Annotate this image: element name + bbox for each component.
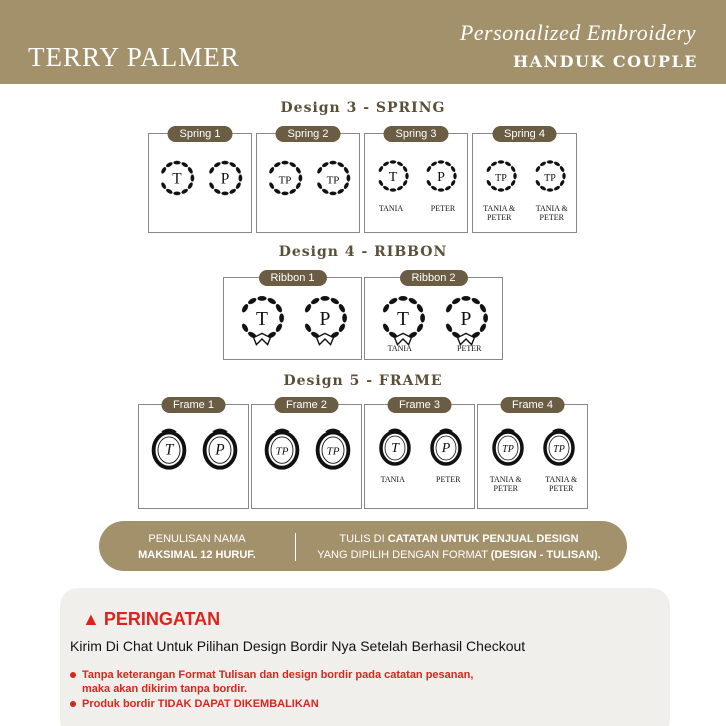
wreath-monogram-icon — [203, 156, 247, 200]
design4-tab-2: Ribbon 2 — [399, 270, 467, 286]
svg-text:T: T — [396, 309, 409, 330]
svg-text:TP: TP — [502, 444, 514, 455]
design3-title: Design 3 - SPRING — [280, 100, 446, 116]
svg-text:TP: TP — [543, 173, 556, 184]
ribbon-monogram-icon — [297, 290, 353, 346]
svg-text:T: T — [255, 309, 268, 330]
design5-card-3 — [364, 399, 475, 509]
svg-text:P: P — [441, 441, 451, 456]
warning-instruction: Kirim Di Chat Untuk Pilihan Design Bordir Nya Setelah Berhasil Checkout — [70, 638, 526, 654]
frame-monogram-icon — [539, 427, 579, 467]
design3-tab-3: Spring 3 — [384, 126, 449, 142]
design3-tab-4: Spring 4 — [492, 126, 557, 142]
monogram-name-caption: TANIA & PETER — [545, 475, 578, 493]
design3-card-2 — [256, 128, 360, 233]
svg-text:T: T — [172, 170, 182, 188]
script-title: Personalized Embroidery — [459, 20, 696, 45]
svg-text:TP: TP — [275, 445, 289, 458]
wreath-monogram-icon — [530, 156, 570, 196]
svg-text:T: T — [391, 441, 399, 456]
design4-title: Design 4 - RIBBON — [278, 244, 448, 260]
monogram-name-caption: TANIA & PETER — [489, 475, 522, 493]
warning-icon: ▲ — [82, 609, 100, 629]
monogram-name-caption: TANIA — [378, 204, 404, 213]
svg-text:T: T — [388, 170, 398, 185]
frame-monogram-icon — [426, 427, 466, 467]
monogram-name-caption: PETER — [436, 475, 461, 484]
design5-card-1 — [138, 399, 249, 509]
wreath-monogram-icon — [311, 156, 355, 200]
svg-text:P: P — [215, 441, 225, 459]
wreath-monogram-icon — [155, 156, 199, 200]
design4-tab-1: Ribbon 1 — [258, 270, 326, 286]
warning-title: ▲ PERINGATAN — [82, 609, 221, 629]
info-divider — [295, 533, 296, 561]
svg-text:TP: TP — [495, 173, 508, 184]
svg-text:P: P — [437, 170, 445, 185]
monogram-name-caption: PETER — [430, 204, 456, 213]
design5-tab-2: Frame 2 — [274, 397, 339, 413]
monogram-name-caption: TANIA & PETER — [483, 204, 516, 222]
warning-bullet-1: Tanpa keterangan Format Tulisan dan design bordir pada catatan pesanan, maka akan dikirim tanpa bordir. — [82, 668, 473, 696]
svg-text:TP: TP — [326, 174, 340, 187]
ribbon-monogram-icon — [375, 290, 431, 346]
design5-card-2 — [251, 399, 362, 509]
svg-text:TP: TP — [553, 444, 565, 455]
monogram-name-caption: TANIA — [387, 344, 412, 353]
design3-card-3 — [364, 128, 468, 233]
design3-tab-2: Spring 2 — [276, 126, 341, 142]
ribbon-monogram-icon — [438, 290, 494, 346]
design5-tab-4: Frame 4 — [500, 397, 565, 413]
frame-monogram-icon — [311, 427, 355, 471]
frame-monogram-icon — [198, 427, 242, 471]
svg-text:TP: TP — [278, 174, 292, 187]
product-subtitle: HANDUK COUPLE — [512, 52, 698, 71]
ribbon-monogram-icon — [234, 290, 290, 346]
wreath-monogram-icon — [481, 156, 521, 196]
design3-card-4 — [472, 128, 577, 233]
wreath-monogram-icon — [421, 156, 461, 196]
svg-text:TP: TP — [326, 445, 340, 458]
design5-card-4 — [477, 399, 588, 509]
format-note: TULIS DI CATATAN UNTUK PENJUAL DESIGN YANG DIPILIH DENGAN FORMAT (DESIGN - TULISAN). — [317, 533, 601, 561]
warning-bullet-2: Produk bordir TIDAK DAPAT DIKEMBALIKAN — [82, 697, 319, 711]
wreath-monogram-icon — [373, 156, 413, 196]
design3-tab-1: Spring 1 — [168, 126, 233, 142]
info-banner — [99, 521, 627, 571]
svg-text:P: P — [320, 309, 331, 330]
name-limit-note: PENULISAN NAMA MAKSIMAL 12 HURUF. — [138, 533, 256, 561]
design5-tab-1: Frame 1 — [161, 397, 226, 413]
svg-text:P: P — [461, 309, 472, 330]
frame-monogram-icon — [260, 427, 304, 471]
frame-monogram-icon — [488, 427, 528, 467]
wreath-monogram-icon — [263, 156, 307, 200]
svg-text:T: T — [164, 441, 174, 459]
design5-tab-3: Frame 3 — [387, 397, 452, 413]
svg-text:P: P — [220, 170, 230, 188]
design4-card-1 — [223, 272, 362, 360]
header-banner — [0, 0, 726, 84]
design3-card-1 — [148, 128, 252, 233]
monogram-name-caption: TANIA — [380, 475, 405, 484]
design5-title: Design 5 - FRAME — [283, 373, 443, 389]
brand-name: TERRY PALMER — [28, 42, 240, 72]
frame-monogram-icon — [375, 427, 415, 467]
monogram-name-caption: PETER — [457, 344, 482, 353]
design4-card-2 — [364, 272, 503, 360]
monogram-name-caption: TANIA & PETER — [535, 204, 568, 222]
frame-monogram-icon — [147, 427, 191, 471]
